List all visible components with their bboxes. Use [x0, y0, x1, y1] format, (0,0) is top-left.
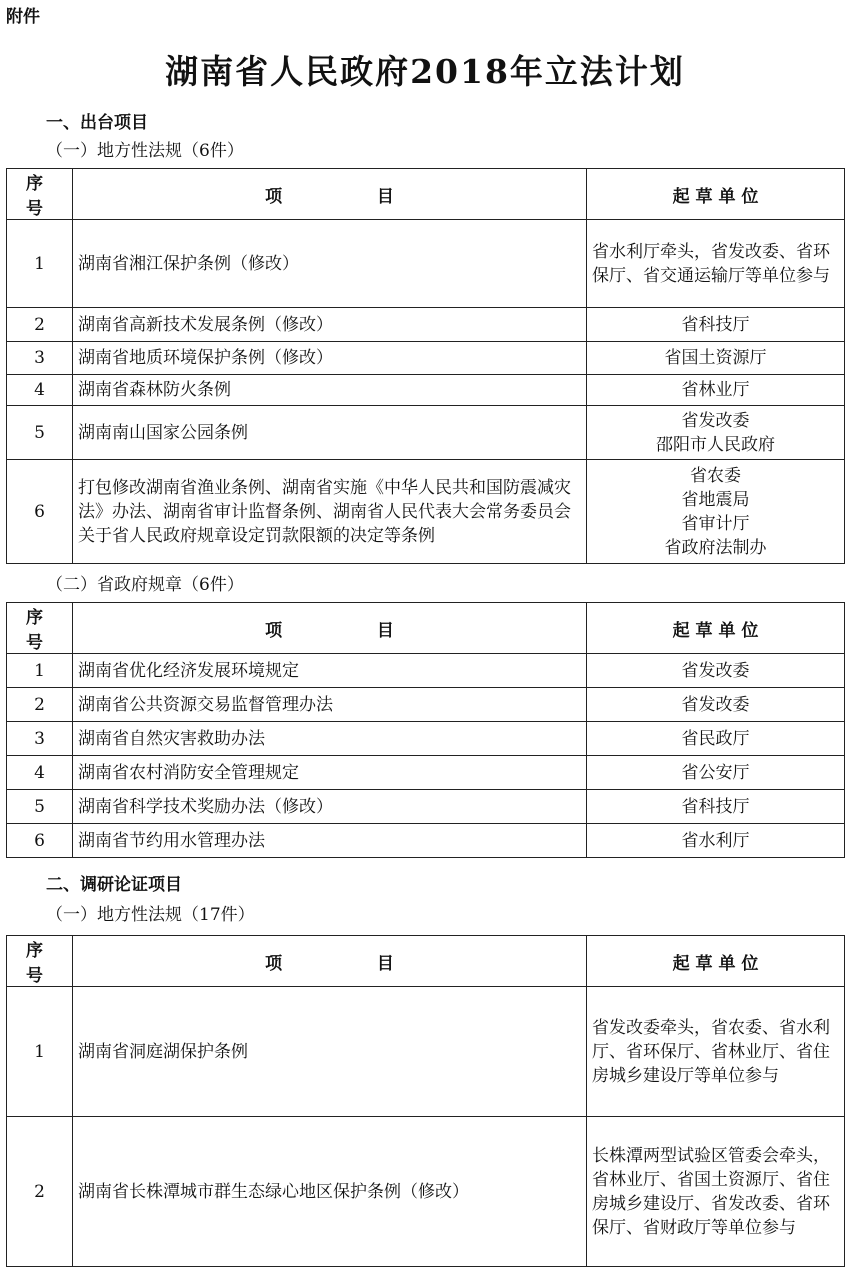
table-header-row: [7, 169, 845, 220]
table-local-regulations-issue: [6, 168, 845, 564]
row-num: 2: [7, 1117, 73, 1267]
table-row: [7, 756, 845, 790]
header-project: 项 目: [73, 169, 587, 220]
row-unit: 省发改委: [587, 654, 845, 688]
row-num: 6: [7, 460, 73, 564]
table-row: [7, 722, 845, 756]
row-num: 5: [7, 790, 73, 824]
table-row: [7, 654, 845, 688]
unit-line: 省政府法制办: [664, 537, 767, 558]
row-project: 湖南省森林防火条例: [73, 375, 587, 406]
table-row: [7, 375, 845, 406]
row-unit: 省水利厅: [587, 824, 845, 858]
row-project: 湖南省高新技术发展条例（修改）: [73, 308, 587, 342]
section1-sub1-label: （一）地方性法规（6件）: [46, 141, 244, 161]
header-project: 项 目: [73, 603, 587, 654]
row-num: 4: [7, 375, 73, 406]
row-num: 1: [7, 987, 73, 1117]
unit-line: 省农委: [690, 465, 741, 486]
row-unit: 省林业厅: [587, 375, 845, 406]
page-title: 湖南省人民政府2018年立法计划: [165, 52, 685, 91]
row-unit: 省发改委牵头，省农委、省水利厅、省环保厅、省林业厅、省住房城乡建设厅等单位参与: [587, 987, 845, 1117]
row-project: 湖南省节约用水管理办法: [73, 824, 587, 858]
table-row: [7, 342, 845, 375]
row-num: 3: [7, 722, 73, 756]
row-unit: 省水利厅牵头，省发改委、省环保厅、省交通运输厅等单位参与: [587, 220, 845, 308]
row-num: 1: [7, 220, 73, 308]
row-project: 湖南省湘江保护条例（修改）: [73, 220, 587, 308]
row-unit: 省民政厅: [587, 722, 845, 756]
section1-sub2-label: （二）省政府规章（6件）: [46, 575, 244, 595]
row-num: 4: [7, 756, 73, 790]
header-unit: 起 草 单 位: [587, 936, 845, 987]
table-row: [7, 308, 845, 342]
row-num: 2: [7, 688, 73, 722]
table-row: [7, 824, 845, 858]
row-project: 湖南省科学技术奖励办法（修改）: [73, 790, 587, 824]
row-unit: 省发改委: [587, 688, 845, 722]
row-unit: 省国土资源厅: [587, 342, 845, 375]
section2-sub1-label: （一）地方性法规（17件）: [46, 905, 255, 925]
row-unit: [587, 460, 845, 564]
unit-line: 邵阳市人民政府: [656, 434, 775, 455]
table-row: [7, 406, 845, 460]
attachment-label: 附件: [6, 7, 40, 27]
row-project: 湖南省地质环境保护条例（修改）: [73, 342, 587, 375]
row-unit: 省科技厅: [587, 790, 845, 824]
table-header-row: [7, 936, 845, 987]
row-unit: 长株潭两型试验区管委会牵头，省林业厅、省国土资源厅、省住房城乡建设厅、省发改委、省环保厅、省财政厅等单位参与: [587, 1117, 845, 1267]
row-project: 湖南省公共资源交易监督管理办法: [73, 688, 587, 722]
table-row: [7, 790, 845, 824]
row-project: 湖南省优化经济发展环境规定: [73, 654, 587, 688]
table-row: [7, 1117, 845, 1267]
table-research-regulations: [6, 935, 845, 1267]
header-project: 项 目: [73, 936, 587, 987]
header-num: 序 号: [7, 936, 73, 987]
table-row: [7, 460, 845, 564]
table-row: [7, 688, 845, 722]
table-header-row: [7, 603, 845, 654]
section2-heading: 二、调研论证项目: [46, 875, 182, 895]
row-project: 湖南南山国家公园条例: [73, 406, 587, 460]
row-num: 1: [7, 654, 73, 688]
section1-heading: 一、出台项目: [46, 113, 148, 133]
header-num: 序 号: [7, 603, 73, 654]
table-row: [7, 220, 845, 308]
row-unit: 省科技厅: [587, 308, 845, 342]
row-unit: [587, 406, 845, 460]
row-project: 湖南省长株潭城市群生态绿心地区保护条例（修改）: [73, 1117, 587, 1267]
unit-line: 省地震局: [681, 489, 750, 510]
header-unit: 起 草 单 位: [587, 603, 845, 654]
unit-line: 省发改委: [681, 410, 750, 431]
row-unit: 省公安厅: [587, 756, 845, 790]
row-num: 2: [7, 308, 73, 342]
row-project: 湖南省自然灾害救助办法: [73, 722, 587, 756]
row-project: 湖南省洞庭湖保护条例: [73, 987, 587, 1117]
row-project: 打包修改湖南省渔业条例、湖南省实施《中华人民共和国防震减灾法》办法、湖南省审计监督条例、湖南省人民代表大会常务委员会关于省人民政府规章设定罚款限额的决定等条例: [73, 460, 587, 564]
table-row: [7, 987, 845, 1117]
table-provincial-rules: [6, 602, 845, 858]
header-num: 序 号: [7, 169, 73, 220]
row-project: 湖南省农村消防安全管理规定: [73, 756, 587, 790]
row-num: 3: [7, 342, 73, 375]
unit-line: 省审计厅: [681, 513, 750, 534]
row-num: 6: [7, 824, 73, 858]
header-unit: 起 草 单 位: [587, 169, 845, 220]
row-num: 5: [7, 406, 73, 460]
